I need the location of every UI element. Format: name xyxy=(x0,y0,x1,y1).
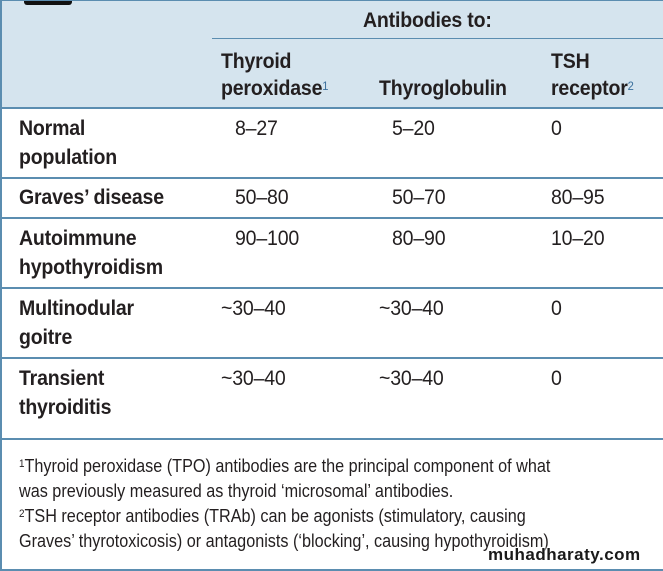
cell-tsh-receptor: 0 xyxy=(551,297,562,320)
cell-thyroglobulin: 80–90 xyxy=(392,227,446,250)
row-label-line2: population xyxy=(19,146,117,169)
cell-tpo: ~30–40 xyxy=(221,297,286,320)
footnote-1-number: 1 xyxy=(19,458,25,470)
cell-tsh-receptor: 80–95 xyxy=(551,186,605,209)
column-header-1-line1: Thyroid xyxy=(221,50,292,73)
footnote-marker-1: 1 xyxy=(322,79,329,93)
row-label-line1: Transient xyxy=(19,367,105,390)
cell-tpo: 50–80 xyxy=(235,186,289,209)
cell-thyroglobulin: ~30–40 xyxy=(379,367,444,390)
cell-tpo: 90–100 xyxy=(235,227,300,250)
footnote-marker-2: 2 xyxy=(627,79,634,93)
cell-tsh-receptor: 0 xyxy=(551,117,562,140)
footnote-2: $^2$TSH receptor antibodies (TRAb) can be agonists (stimulatory, causing xyxy=(19,506,526,526)
table-bottom-rule xyxy=(0,438,663,440)
footnote-1-cont: was previously measured as thyroid ‘microsomal’ antibodies. xyxy=(19,481,454,501)
frame-border-left xyxy=(0,0,2,571)
footnote-1: $^1$Thyroid peroxidase (TPO) antibodies are the principal component of what xyxy=(19,456,551,476)
row-label-line1: Multinodular xyxy=(19,297,134,320)
row-rule xyxy=(0,287,663,289)
cell-thyroglobulin: 5–20 xyxy=(392,117,435,140)
watermark: muhadharaty.com xyxy=(488,545,641,564)
row-label-line1: Normal xyxy=(19,117,86,140)
row-label-line2: goitre xyxy=(19,326,73,349)
row-rule xyxy=(0,217,663,219)
row-rule xyxy=(0,357,663,359)
footnote-2-number: 2 xyxy=(19,508,25,520)
group-header: Antibodies to: xyxy=(363,9,492,32)
row-rule xyxy=(0,177,663,179)
cell-tpo: ~30–40 xyxy=(221,367,286,390)
cell-thyroglobulin: ~30–40 xyxy=(379,297,444,320)
footnote-2-cont: Graves’ thyrotoxicosis) or antagonists (‘blocking’, causing hypothyroidism) xyxy=(19,531,549,551)
frame-border-top xyxy=(0,0,663,1)
column-header-2: Thyroglobulin xyxy=(379,77,507,100)
cell-tpo: 8–27 xyxy=(235,117,278,140)
footnotes xyxy=(19,454,649,554)
row-label-line2: hypothyroidism xyxy=(19,256,163,279)
row-label-line1: Autoimmune xyxy=(19,227,137,250)
group-header-rule xyxy=(212,38,663,39)
cell-tsh-receptor: 10–20 xyxy=(551,227,605,250)
header-rule xyxy=(0,107,663,109)
row-label-line2: thyroiditis xyxy=(19,396,112,419)
cell-thyroglobulin: 50–70 xyxy=(392,186,446,209)
column-header-1-line2: peroxidase$^1$ xyxy=(221,77,329,100)
column-header-3-line1: TSH xyxy=(551,50,590,73)
row-label-line1: Graves’ disease xyxy=(19,186,164,209)
column-header-3-line2: receptor$^2$ xyxy=(551,77,634,100)
cell-tsh-receptor: 0 xyxy=(551,367,562,390)
